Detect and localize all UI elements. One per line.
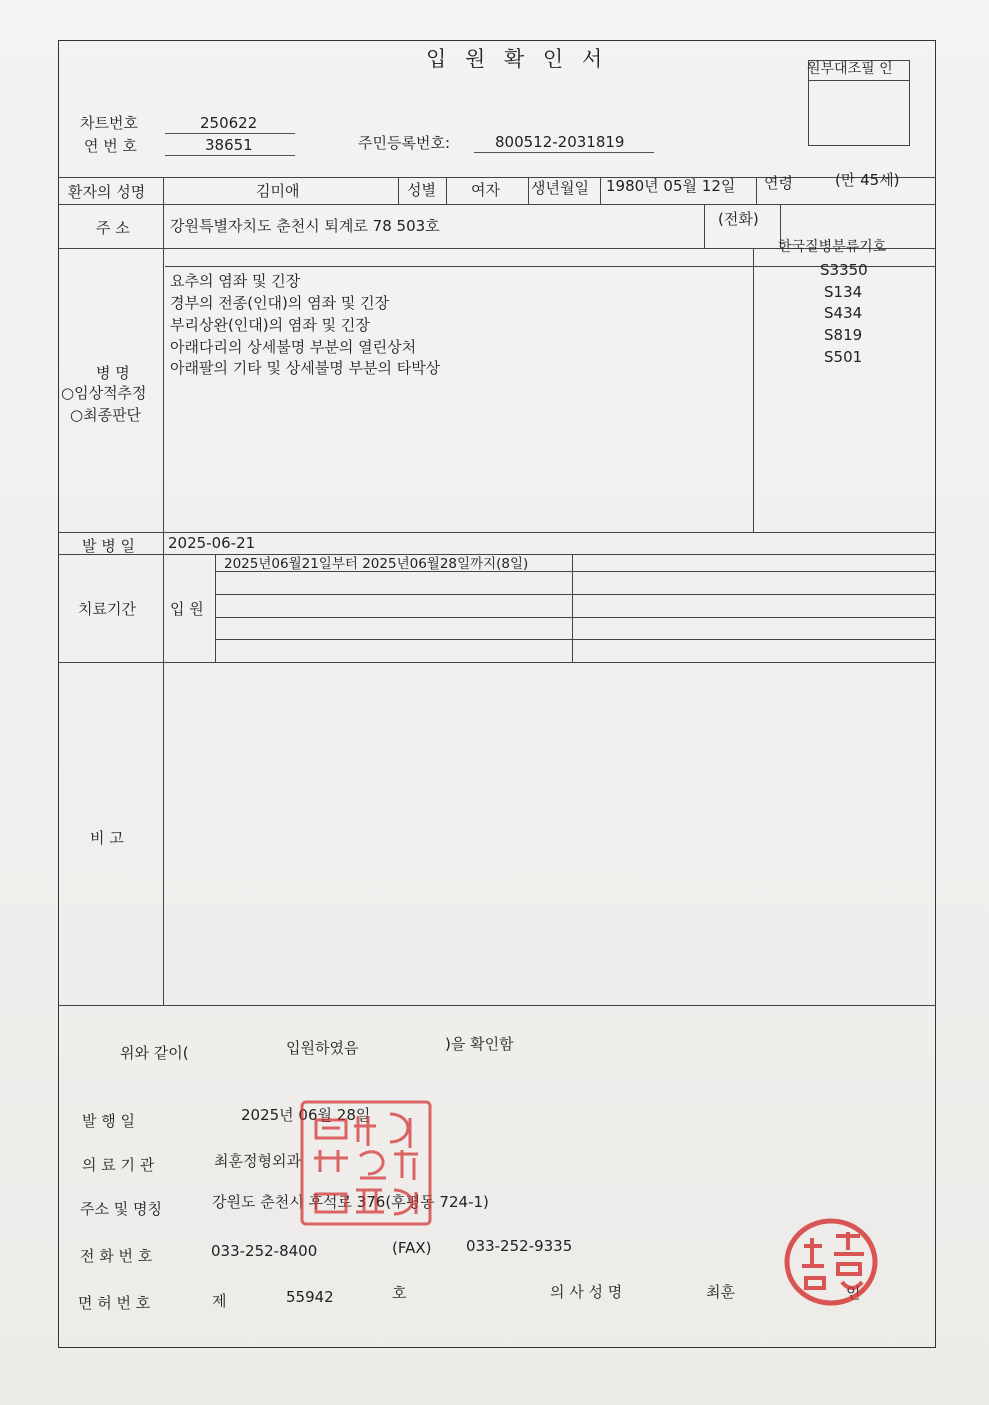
kcd-code-5: S501 bbox=[824, 348, 863, 366]
diagnosis-option-final: ○최종판단 bbox=[70, 406, 142, 424]
chart-number-underline bbox=[165, 133, 295, 134]
form-frame bbox=[58, 40, 936, 1348]
address-label: 주 소 bbox=[96, 219, 130, 237]
license-prefix: 제 bbox=[212, 1292, 227, 1310]
rrn-label: 주민등록번호: bbox=[358, 134, 450, 152]
doctor-name-value: 최훈 bbox=[706, 1283, 735, 1301]
confirm-middle: 입원하였음 bbox=[286, 1039, 359, 1057]
dob-value: 1980년 05월 12일 bbox=[606, 177, 736, 195]
col-divider-treatment bbox=[572, 554, 573, 662]
doctor-seal-stamp bbox=[782, 1216, 880, 1308]
serial-number-label: 연 번 호 bbox=[84, 137, 138, 155]
row-line-address-top bbox=[58, 204, 936, 205]
treatment-line-2 bbox=[215, 594, 936, 595]
age-value: (만 45세) bbox=[835, 171, 900, 189]
col-divider-age bbox=[756, 177, 757, 204]
treatment-label: 치료기간 bbox=[78, 600, 136, 618]
inst-address-label: 주소 및 명칭 bbox=[80, 1200, 162, 1218]
diagnosis-option-clinical: ○임상적추정 bbox=[61, 384, 147, 402]
confirm-prefix: 위와 같이( bbox=[120, 1044, 189, 1062]
kcd-code-header: 한국질병분류기호 bbox=[778, 239, 887, 255]
kcd-code-3: S434 bbox=[824, 304, 863, 322]
seal-box-divider bbox=[808, 80, 910, 81]
age-label: 연령 bbox=[764, 174, 793, 192]
col-divider-name bbox=[398, 177, 399, 204]
sex-label: 성별 bbox=[407, 181, 436, 199]
serial-number-underline bbox=[165, 155, 295, 156]
seal-box-label: 원부대조필 인 bbox=[807, 61, 893, 77]
col-divider-sex bbox=[446, 177, 447, 204]
col-divider-kcd bbox=[753, 248, 754, 532]
license-number: 55942 bbox=[286, 1288, 334, 1306]
row-line-patient-top bbox=[58, 177, 936, 178]
phone-number-label: 전 화 번 호 bbox=[80, 1247, 153, 1265]
confirm-suffix: )을 확인함 bbox=[445, 1035, 514, 1053]
doctor-name-label: 의 사 성 명 bbox=[550, 1283, 623, 1301]
phone-label: (전화) bbox=[718, 210, 759, 228]
patient-name-label: 환자의 성명 bbox=[68, 183, 146, 201]
treatment-line-4 bbox=[215, 639, 936, 640]
address-value: 강원특별자치도 춘천시 퇴계로 78 503호 bbox=[170, 217, 440, 235]
onset-value: 2025-06-21 bbox=[168, 534, 256, 552]
rrn-underline bbox=[474, 152, 654, 153]
document-title: 입 원 확 인 서 bbox=[426, 47, 609, 71]
diagnosis-item-2: 경부의 전종(인대)의 염좌 및 긴장 bbox=[170, 294, 390, 312]
kcd-code-1: S3350 bbox=[820, 261, 868, 279]
diagnosis-item-1: 요추의 염좌 및 긴장 bbox=[170, 272, 301, 290]
license-label: 면 허 번 호 bbox=[78, 1294, 151, 1312]
onset-label: 발 병 일 bbox=[82, 537, 136, 555]
col-divider-sexval bbox=[528, 177, 529, 204]
diagnosis-label: 병 명 bbox=[96, 364, 130, 382]
patient-name-value: 김미애 bbox=[256, 182, 300, 200]
treatment-line-3 bbox=[215, 617, 936, 618]
kcd-code-4: S819 bbox=[824, 326, 863, 344]
row-line-remarks-top bbox=[58, 662, 936, 663]
license-suffix: 호 bbox=[392, 1284, 407, 1302]
diagnosis-item-3: 부리상완(인대)의 염좌 및 긴장 bbox=[170, 316, 370, 334]
dob-label: 생년월일 bbox=[531, 179, 589, 197]
row-line-remarks-bottom bbox=[58, 1005, 936, 1006]
institution-label: 의 료 기 관 bbox=[82, 1156, 155, 1174]
issue-date-label: 발 행 일 bbox=[82, 1112, 136, 1130]
treatment-period: 2025년06월21일부터 2025년06월28일까지(8일) bbox=[224, 556, 529, 572]
institution-value: 최훈정형외과 bbox=[214, 1152, 301, 1170]
fax-label: (FAX) bbox=[392, 1239, 432, 1257]
sex-value: 여자 bbox=[471, 181, 500, 199]
chart-number-value: 250622 bbox=[200, 114, 258, 132]
remarks-label: 비 고 bbox=[90, 829, 124, 847]
chart-number-label: 차트번호 bbox=[80, 114, 138, 132]
col-divider-admission bbox=[215, 554, 216, 662]
serial-number-value: 38651 bbox=[205, 136, 253, 154]
col-divider-phone bbox=[704, 204, 705, 248]
fax-value: 033-252-9335 bbox=[466, 1237, 573, 1255]
doctor-seal-mark: 인 bbox=[846, 1284, 861, 1302]
issue-date-value: 2025년 06월 28일 bbox=[241, 1106, 371, 1124]
col-divider-dob bbox=[600, 177, 601, 204]
diagnosis-item-5: 아래팔의 기타 및 상세불명 부분의 타박상 bbox=[170, 359, 441, 377]
diagnosis-item-4: 아래다리의 상세불명 부분의 열린상처 bbox=[170, 338, 417, 356]
row-line-onset-top bbox=[58, 532, 936, 533]
institution-seal-stamp bbox=[298, 1098, 434, 1228]
rrn-value: 800512-2031819 bbox=[495, 133, 625, 151]
label-column-divider bbox=[163, 177, 164, 1005]
kcd-code-2: S134 bbox=[824, 283, 863, 301]
inst-address-value: 강원도 춘천시 후석로 376(후평동 724-1) bbox=[212, 1193, 489, 1211]
admission-label: 입 원 bbox=[170, 600, 204, 618]
phone-number-value: 033-252-8400 bbox=[211, 1242, 318, 1260]
